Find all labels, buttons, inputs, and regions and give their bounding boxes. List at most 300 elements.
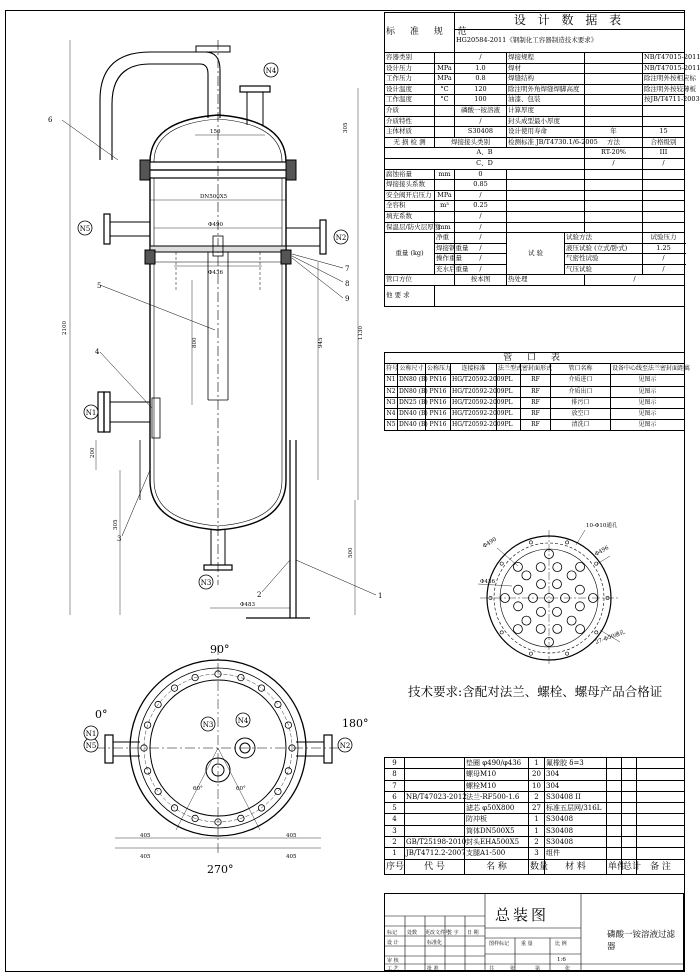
equipment-name: 磷酸一铵溶液过滤器 (607, 930, 676, 952)
bom-cell (637, 803, 685, 814)
param-unit-2 (585, 116, 643, 127)
bom-cell: JB/T4712.2-2007 (406, 849, 466, 858)
bom-cell: 20 (529, 769, 545, 780)
bom-cell (637, 791, 685, 802)
ndt-grade: / (643, 158, 685, 169)
test-value: / (643, 264, 685, 275)
test-method: 气密性试验 (565, 254, 643, 265)
n2-label: N2 (335, 234, 347, 242)
weight-name: 净重 (435, 233, 455, 244)
weight-name: 操作重量 (435, 254, 455, 265)
param-value: / (455, 116, 507, 127)
param-name: 安全阀开启压力 (385, 190, 435, 201)
nozzle-cell: RF (521, 386, 551, 397)
bom-cell: 8 (385, 769, 405, 780)
nozzle-cell: DN80 (B) (398, 386, 426, 397)
bom-row (385, 837, 685, 848)
weight-label: 重量 (kg) (385, 233, 435, 275)
nozzle-cell: DN80 (B) (398, 375, 426, 386)
param-unit: mm (435, 169, 455, 180)
param-name-2: 油漆、包装 (507, 95, 585, 106)
param-unit (435, 211, 455, 222)
param-value: 0 (455, 169, 507, 180)
plate-dim-filter-holes: 27-Φ50通孔 (594, 629, 627, 646)
nozzle-cell: DN40 (B) (398, 420, 426, 431)
bom-cell (637, 848, 685, 859)
nozzle-cell: 介质进口 (551, 375, 611, 386)
ndt-label: 无 损 检 测 (385, 137, 435, 148)
standard-label: 标 准 规 范 (385, 13, 455, 53)
nozzle-cell: 见图示 (611, 386, 685, 397)
angle-0: 0° (95, 708, 108, 721)
bolt-hole (238, 674, 244, 680)
param-unit-2 (585, 105, 643, 116)
nozzle-table-title: 管 口 表 (385, 353, 685, 364)
tb-total: 共 (489, 966, 495, 972)
param-unit (435, 180, 455, 191)
param-value: 120 (455, 84, 507, 95)
ndt-joint-class: 焊接接头类别 (435, 137, 507, 148)
tb-review: 审 核 (387, 958, 399, 964)
bom-row (385, 848, 685, 859)
design-row (385, 211, 685, 222)
bom-cell: 法兰-RF500-1.6 (465, 791, 529, 802)
param-value-2: 除注明外按较薄板 (643, 84, 685, 95)
nozzle-row (385, 375, 685, 386)
plate-bolt-hole (529, 652, 532, 655)
tb-design: 设 计 (387, 940, 399, 946)
misc-value: 按本图 (455, 275, 507, 286)
ndt-method: / (585, 158, 643, 169)
angle-90: 90° (210, 643, 230, 656)
standard-value: HG20584-2011《钢制化工容器制造技术要求》 (455, 30, 685, 53)
weight-value: / (455, 233, 507, 244)
nozzle-cell: 见图示 (611, 397, 685, 408)
bom-cell: 滤芯 φ50X800 (465, 803, 529, 814)
bom-cell (637, 825, 685, 836)
remark-value (435, 286, 685, 307)
tb-scale: 比 例 (555, 941, 567, 947)
bom-row (385, 758, 685, 769)
n4-label: N4 (265, 67, 277, 75)
filter-hole (575, 602, 584, 611)
bom-cell: 支腿A1-500 (465, 848, 529, 859)
param-name: 全容积 (385, 201, 435, 212)
plate-bolt-hole (500, 631, 503, 634)
nozzle-header: 管口名称 (551, 364, 611, 375)
dim-945: 945 (318, 337, 324, 348)
param-name-2: 封头成型最小厚度 (507, 116, 585, 127)
param-value: / (455, 53, 507, 64)
param-unit (435, 127, 455, 138)
filter-hole (513, 625, 522, 634)
param-value-2: NB/T47015-2011 (643, 53, 685, 64)
param-name-2 (507, 211, 585, 222)
bom-cell: 组件 (545, 848, 607, 859)
bom-cell: S30408 (545, 814, 607, 825)
bom-cell: 2 (385, 837, 405, 848)
bom-cell (405, 803, 465, 814)
n2-plan-label: N2 (339, 742, 351, 750)
ndt-method-header: 方法 (585, 137, 643, 148)
misc-name-2: 热处理 (507, 275, 585, 286)
bom-cell: 1 (529, 814, 545, 825)
param-value: / (455, 190, 507, 201)
bolt-hole (285, 768, 291, 774)
plan-view (95, 645, 342, 855)
weight-value: / (455, 264, 507, 275)
param-name: 容器类别 (385, 53, 435, 64)
bom-cell (622, 791, 637, 802)
bom-row (385, 814, 685, 825)
bom-cell: 304 (545, 769, 607, 780)
bom-cell (622, 848, 637, 859)
bom-cell: GB/T25198-2010 (406, 838, 467, 847)
bom-cell: 螺栓M10 (465, 780, 529, 791)
filter-hole (522, 571, 531, 580)
dim-405-a: 405 (140, 833, 151, 839)
test-value: / (643, 254, 685, 265)
nozzle-cell: HG/T20592-2009 (451, 386, 497, 397)
weight-name: 焊接钢重量 (435, 243, 455, 254)
design-row (385, 169, 685, 180)
design-row (385, 84, 685, 95)
param-value: 磷酸一铵溶液 (455, 105, 507, 116)
param-unit (435, 116, 455, 127)
bom-cell: 4 (385, 814, 405, 825)
part-3-label: 3 (117, 535, 122, 543)
design-data-table (384, 12, 700, 307)
param-value-2 (643, 190, 685, 201)
filter-hole (553, 580, 562, 589)
test-label: 试 验 (507, 233, 565, 275)
nozzle-header: 密封面形式 (521, 364, 551, 375)
nozzle-cell: 排污口 (551, 397, 611, 408)
bolt-hole (155, 788, 161, 794)
test-value: 试验压力 (643, 233, 685, 244)
param-name: 介质 (385, 105, 435, 116)
filter-hole (553, 624, 562, 633)
plate-dim-phi496: Φ496 (594, 545, 611, 558)
param-unit-2 (585, 74, 643, 85)
bom-cell (607, 803, 622, 814)
n5-label: N5 (79, 225, 91, 233)
nozzle-cell: N5 (385, 420, 398, 431)
filter-hole (567, 616, 576, 625)
nozzle-cell: HG/T20592-2009 (451, 375, 497, 386)
bom-header: 材 料 (545, 859, 607, 874)
bom-header: 名 称 (465, 859, 529, 874)
test-method: 气压试验 (565, 264, 643, 275)
bom-header: 代 号 (405, 859, 465, 874)
plate-bolt-hole (566, 541, 569, 544)
bom-cell (607, 848, 622, 859)
nozzle-cell: HG/T20592-2009 (451, 409, 497, 420)
nozzle-cell: N2 (385, 386, 398, 397)
bom-cell: 2 (529, 791, 545, 802)
weight-test-row (385, 233, 685, 244)
ndt-grade: III (643, 148, 685, 159)
nozzle-header: 符号 (385, 364, 398, 375)
bom-cell (607, 769, 622, 780)
plate-dim-phi490: Φ490 (481, 536, 498, 550)
bom-cell (405, 825, 465, 836)
param-name-2 (507, 201, 585, 212)
bom-cell: 防冲板 (465, 814, 529, 825)
param-unit-2 (585, 63, 643, 74)
ndt-standard: 检测标准 JB/T4730.1/6-2005 (507, 137, 585, 148)
remark-row (385, 286, 685, 307)
drawing-title: 总装图 (495, 906, 550, 924)
param-unit: °C (435, 95, 455, 106)
nozzle-cell: PL (497, 397, 521, 408)
bom-row (385, 825, 685, 836)
bom-row (385, 780, 685, 791)
part-8-label: 8 (345, 280, 350, 288)
param-value: 100 (455, 95, 507, 106)
param-name-2 (507, 190, 585, 201)
filter-hole (567, 571, 576, 580)
bom-cell: 3 (529, 848, 545, 859)
bom-cell (637, 780, 685, 791)
param-name-2 (507, 222, 585, 233)
param-value: 0.8 (455, 74, 507, 85)
bom-cell: 9 (385, 758, 405, 769)
part-6-label: 6 (48, 116, 53, 124)
test-method: 试验方法 (565, 233, 643, 244)
nozzle-cell: 见图示 (611, 375, 685, 386)
design-row (385, 53, 685, 64)
ndt-data-row (385, 148, 685, 159)
param-value-2 (643, 169, 685, 180)
bom-cell: 螺母M10 (465, 769, 529, 780)
title-block (384, 893, 684, 971)
misc-value-2: / (585, 275, 685, 286)
n4-plan-label: N4 (237, 717, 249, 725)
nozzle-cell: DN40 (B) (398, 409, 426, 420)
param-unit-2 (585, 84, 643, 95)
param-value-2 (643, 116, 685, 127)
bom-cell: 封头EHA500X5 (465, 837, 529, 848)
param-unit-2 (585, 95, 643, 106)
nozzle-cell: N3 (385, 397, 398, 408)
n1-plan-label: N1 (85, 730, 97, 738)
plate-bolt-hole (529, 541, 532, 544)
nozzle-header: 设备中心线至法兰密封面距离 (611, 364, 685, 375)
param-unit: mm (435, 222, 455, 233)
bolt-hole (275, 788, 281, 794)
bom-cell (405, 780, 465, 791)
param-value: 1.0 (455, 63, 507, 74)
plate-dim-phi436: Φ436 (480, 579, 496, 585)
param-unit: MPa (435, 190, 455, 201)
param-value: 0.85 (455, 180, 507, 191)
part-9-label: 9 (345, 295, 350, 303)
nozzle-row (385, 409, 685, 420)
n1-label: N1 (85, 409, 97, 417)
bom-cell: 6 (385, 791, 405, 802)
bom-cell: S30408 II (545, 791, 607, 802)
param-name-2 (507, 169, 585, 180)
param-value-2 (643, 201, 685, 212)
nozzle-table (384, 352, 691, 431)
dim-500: 500 (348, 547, 354, 558)
bom-cell: 304 (545, 780, 607, 791)
param-name-2: 焊材 (507, 63, 585, 74)
param-unit-2 (585, 211, 643, 222)
n5-plan-label: N5 (85, 742, 97, 750)
param-value-2 (643, 180, 685, 191)
param-unit-2 (585, 180, 643, 191)
design-row (385, 190, 685, 201)
param-name: 填充系数 (385, 211, 435, 222)
param-name: 焊接接头系数 (385, 180, 435, 191)
test-method: 液压试验 (立式/卧式) (565, 243, 643, 254)
bom-cell (622, 769, 637, 780)
bill-of-materials (384, 757, 685, 875)
bom-cell: 筒体DN500X5 (465, 825, 529, 836)
bom-cell: 标准五层网/316L (545, 803, 607, 814)
dim-405-d: 405 (286, 854, 297, 860)
nozzle-cell: 见图示 (611, 409, 685, 420)
param-name: 工作温度 (385, 95, 435, 106)
bolt-hole (258, 685, 264, 691)
angle-270: 270° (207, 863, 234, 876)
technical-requirement: 技术要求:含配对法兰、螺栓、螺母产品合格证 (408, 684, 663, 699)
bom-cell (405, 758, 465, 769)
filter-hole (514, 585, 523, 594)
bom-cell (607, 791, 622, 802)
nozzle-cell: PL (497, 420, 521, 431)
nozzle-cell: PN16 (426, 409, 451, 420)
param-value-2: 15 (643, 127, 685, 138)
bom-header: 单件 (607, 859, 622, 874)
bom-header: 数量 (529, 859, 545, 874)
design-row (385, 74, 685, 85)
bom-cell: 1 (529, 825, 545, 836)
dim-405-c: 405 (140, 854, 151, 860)
bom-row (385, 803, 685, 814)
filter-hole (514, 602, 523, 611)
param-value: / (455, 222, 507, 233)
tb-sheet: 张 (565, 966, 571, 972)
nozzle-cell: 清洗口 (551, 420, 611, 431)
param-unit: m³ (435, 201, 455, 212)
weight-value: / (455, 254, 507, 265)
nozzle-cell: HG/T20592-2009 (451, 420, 497, 431)
bom-cell (622, 814, 637, 825)
nozzle-header: 公称尺寸 (398, 364, 426, 375)
part-5-label: 5 (97, 282, 102, 290)
nozzle-cell: PN16 (426, 420, 451, 431)
filter-hole (513, 562, 522, 571)
dim-2100: 2100 (62, 321, 68, 335)
bom-cell (607, 837, 622, 848)
dim-150: 150 (210, 129, 221, 135)
param-value-2: 除注明外按相应标 (643, 74, 685, 85)
param-unit: MPa (435, 63, 455, 74)
nozzle-header: 法兰型式 (497, 364, 521, 375)
weight-value: / (455, 243, 507, 254)
nozzle-cell: RF (521, 375, 551, 386)
design-row (385, 201, 685, 212)
bom-cell: 27 (529, 803, 545, 814)
dim-200: 200 (90, 447, 96, 458)
param-unit-2 (585, 169, 643, 180)
remark-label: 他 要 求 (385, 286, 435, 307)
param-name-2: 设计使用寿命 (507, 127, 585, 138)
param-name-2: 除注明外角焊缝焊脚高度 (507, 84, 585, 95)
plate-bolt-hole (566, 652, 569, 655)
nozzle-cell: N1 (385, 375, 398, 386)
param-value-2 (643, 222, 685, 233)
param-value: / (455, 211, 507, 222)
nozzle-cell: PN16 (426, 386, 451, 397)
bom-cell (622, 758, 637, 769)
nozzle-cell: PL (497, 386, 521, 397)
bom-cell: 5 (385, 803, 405, 814)
bom-cell (637, 814, 685, 825)
dim-800: 800 (192, 337, 198, 348)
bom-cell: 垫圈 φ490/φ436 (465, 758, 529, 769)
dim-305-top: 305 (343, 122, 349, 133)
filter-hole (537, 607, 546, 616)
param-name: 腐蚀裕量 (385, 169, 435, 180)
param-name: 工作压力 (385, 74, 435, 85)
part-1-label: 1 (378, 592, 383, 600)
design-table-title: 设 计 数 据 表 (455, 13, 685, 30)
param-name-2: 计算厚度 (507, 105, 585, 116)
filter-hole (553, 607, 562, 616)
filter-hole (575, 585, 584, 594)
tb-date: 日 期 (467, 930, 479, 936)
nozzle-cell: PN16 (426, 375, 451, 386)
nozzle-header: 公称压力 (426, 364, 451, 375)
filter-hole (537, 580, 546, 589)
design-row (385, 180, 685, 191)
ndt-class: A、B (385, 148, 585, 159)
tb-weight: 重 量 (521, 941, 533, 947)
param-value-2 (643, 211, 685, 222)
plate-bolt-hole (500, 562, 503, 565)
design-row (385, 222, 685, 233)
nozzle-cell: PN16 (426, 397, 451, 408)
bom-cell: 7 (385, 780, 405, 791)
vessel-elevation (62, 40, 376, 618)
bom-header: 总计 (622, 859, 637, 874)
part-4-label: 4 (95, 348, 100, 356)
param-unit: MPa (435, 74, 455, 85)
part-2-label: 2 (257, 591, 262, 599)
tb-sheets: 张 (510, 966, 516, 972)
bom-cell (622, 837, 637, 848)
param-unit: °C (435, 84, 455, 95)
nozzle-header: 连接标准 (451, 364, 497, 375)
param-name-2: 焊接规程 (507, 53, 585, 64)
param-value-2 (643, 105, 685, 116)
bom-cell: 2 (529, 837, 545, 848)
nozzle-cell: 放空口 (551, 409, 611, 420)
bom-cell: S30408 (545, 825, 607, 836)
tb-no: 第 (535, 966, 541, 972)
param-unit (435, 53, 455, 64)
dim-405-b: 405 (286, 833, 297, 839)
nozzle-cell: 介质出口 (551, 386, 611, 397)
bom-cell: 1 (385, 848, 405, 859)
param-value: 0.25 (455, 201, 507, 212)
dim-phi490: Φ490 (208, 222, 224, 228)
bom-cell (405, 814, 465, 825)
